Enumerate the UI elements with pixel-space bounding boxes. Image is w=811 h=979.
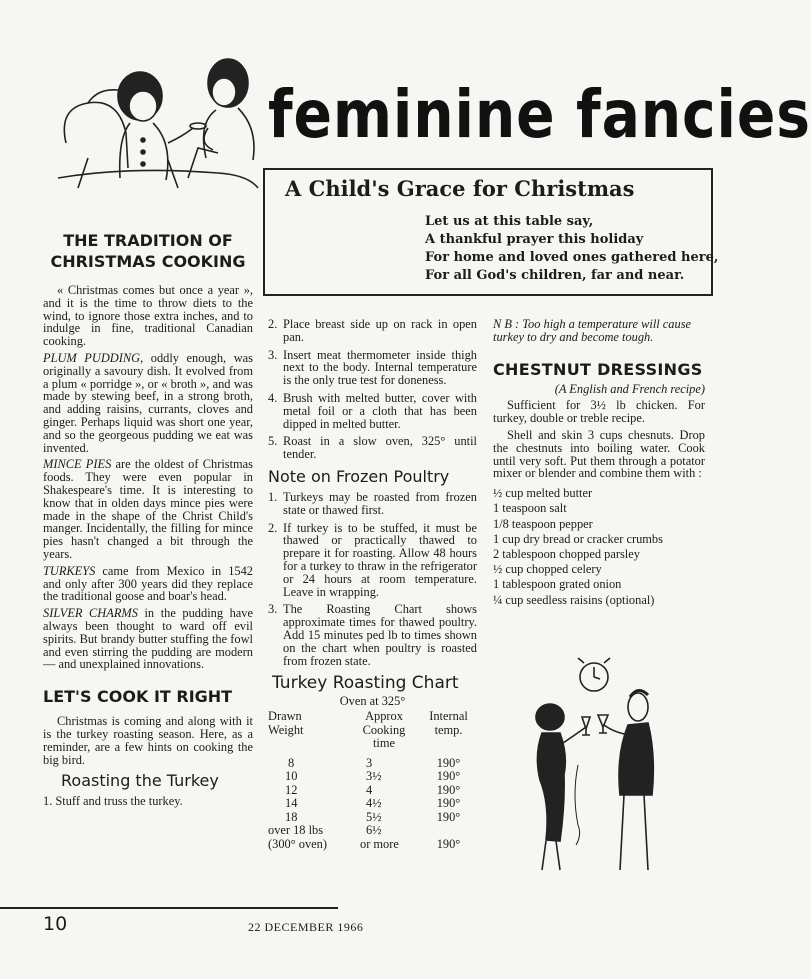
column-chestnut [493, 318, 705, 608]
list-item: ¼ cup seedless raisins (optional) [493, 592, 655, 607]
table-row: 8 3 190° [288, 755, 461, 770]
chestnut-subheading: (A English and French recipe) [554, 381, 705, 396]
list-item: 2 tablespoon chopped parsley [493, 546, 640, 561]
footer-rule [0, 907, 338, 909]
intro-paragraph: « Christmas comes but once a year », and it is the time to throw diets to the wind, to ignore those extra inches, and to indulge in fine, traditional Canadian cooking. [43, 283, 253, 349]
heading-roasting-chart: Turkey Roasting Chart [272, 673, 459, 694]
paragraph-turkeys: TURKEYS came from Mexico in 1542 and only after 300 years did they replace the traditional goose and boar's head. [43, 563, 253, 604]
header-time: Approx Cooking time [362, 709, 406, 751]
heading-chestnut: CHESTNUT DRESSINGS [493, 359, 703, 379]
table-header-row [268, 710, 477, 751]
list-item: 1 tablespoon grated onion [493, 577, 622, 592]
header-weight: Drawn Weight [268, 709, 304, 737]
nb-note: N B : Too high a temperature will cause turkey to dry and become tough. [493, 317, 692, 344]
table-row: over 18 lbs 6½ [268, 823, 382, 838]
list-item: ½ cup chopped celery [493, 562, 602, 577]
poem-line: A thankful prayer this holiday [425, 232, 644, 247]
masthead-title: feminine fancies [268, 76, 811, 153]
poem-box [263, 168, 719, 296]
paragraph-mince-pies: MINCE PIES are the oldest of Christmas foods. They were even popular in Shakespeare's time. It is interesting to know that in olden days mince pies were made in the shape of the Christ Child's manger. Incidentally, the filling for mince pies hasn't changed a bit through the years. [43, 457, 253, 561]
toasting-couple-illustration [520, 655, 670, 885]
poem-line: For all God's children, far and near. [425, 268, 685, 283]
poem-line: Let us at this table say, [425, 214, 594, 229]
list-item: 1 teaspoon salt [493, 501, 567, 516]
column-roasting [268, 318, 477, 851]
chestnut-para-2: Shell and skin 3 cups chesnuts. Drop the chestnuts into boiling water. Cook until very soft. Put them through a potator mixer or blender and combine them with : [493, 427, 705, 481]
tea-ladies-illustration [48, 48, 260, 200]
table-row: 10 3½ 190° [285, 769, 461, 784]
poem-line: For home and loved ones gathered here, [425, 250, 719, 265]
heading-roasting: Roasting the Turkey [61, 771, 219, 791]
paragraph-plum-pudding: PLUM PUDDING, oddly enough, was originally a savoury dish. It evolved from a plum « porridge », or « broth », and was made by stewing beef, in a strong broth, and adding raisins, currants, cloves and ginger. Perhaps liquid was short one year, and so the georgeous pudding we eat was invented. [43, 350, 253, 455]
table-row: (300° oven) or more 190° [268, 836, 461, 851]
ingredient-list [493, 486, 705, 608]
roasting-table [268, 710, 477, 851]
cook-intro-paragraph: Christmas is coming and along with it is the turkey roasting season. Here, as a reminder, are a few hints on cooking the big bird. [43, 714, 253, 767]
list-item: 4. Brush with melted butter, cover with metal foil or a cloth that has been dipped in melted butter. [268, 390, 477, 431]
roasting-step-1: 1. Stuff and truss the turkey. [43, 794, 183, 809]
column-tradition [43, 230, 253, 808]
list-item: 2. If turkey is to be stuffed, it must be thawed or practically thawed to prepare it for roasting. Allow 48 hours for a turkey to thraw in the refrigerator or 24 hours at room temperature. Leave in wrapping. [268, 520, 477, 599]
frozen-steps [268, 491, 477, 667]
paragraph-silver-charms: SILVER CHARMS in the pudding have always been thought to ward off evil spirits. But brandy butter stuffing the fowl and even stirring the pudding are modern — and unexplained innovations. [43, 606, 253, 672]
list-item: 3. Insert meat thermometer inside thigh next to the body. Internal temperature is the only true test for doneness. [268, 347, 477, 388]
table-row: 14 4½ 190° [285, 796, 461, 811]
list-item: ½ cup melted butter [493, 486, 593, 501]
table-row: 18 5½ 190° [285, 809, 461, 824]
list-item: 3. The Roasting Chart shows approximate times for thawed poultry. Add 15 minutes ped lb to times shown on the chart when poultry is roasted from frozen state. [268, 602, 477, 668]
roasting-steps [268, 318, 477, 461]
list-item: 1. Turkeys may be roasted from frozen state or thawed first. [268, 489, 477, 517]
heading-tradition: THE TRADITION OF CHRISTMAS COOKING [50, 231, 246, 271]
list-item: 1/8 teaspoon pepper [493, 516, 593, 531]
chestnut-para-1: Sufficient for 3½ lb chicken. For turkey, double or treble recipe. [493, 398, 705, 426]
list-item: 5. Roast in a slow oven, 325° until tender. [268, 434, 477, 462]
list-item: 2. Place breast side up on rack in open pan. [268, 317, 477, 344]
page-number: 10 [43, 913, 68, 935]
chart-subtitle: Oven at 325° [339, 694, 406, 709]
heading-lets-cook: LET'S COOK IT RIGHT [43, 687, 233, 707]
list-item: 1 cup dry bread or cracker crumbs [493, 531, 663, 546]
poem-title: A Child's Grace for Christmas [285, 176, 635, 201]
header-temp: Internal temp. [429, 709, 468, 737]
heading-frozen-poultry: Note on Frozen Poultry [268, 466, 450, 486]
table-row: 12 4 190° [285, 782, 461, 797]
issue-date: 22 DECEMBER 1966 [248, 920, 364, 934]
